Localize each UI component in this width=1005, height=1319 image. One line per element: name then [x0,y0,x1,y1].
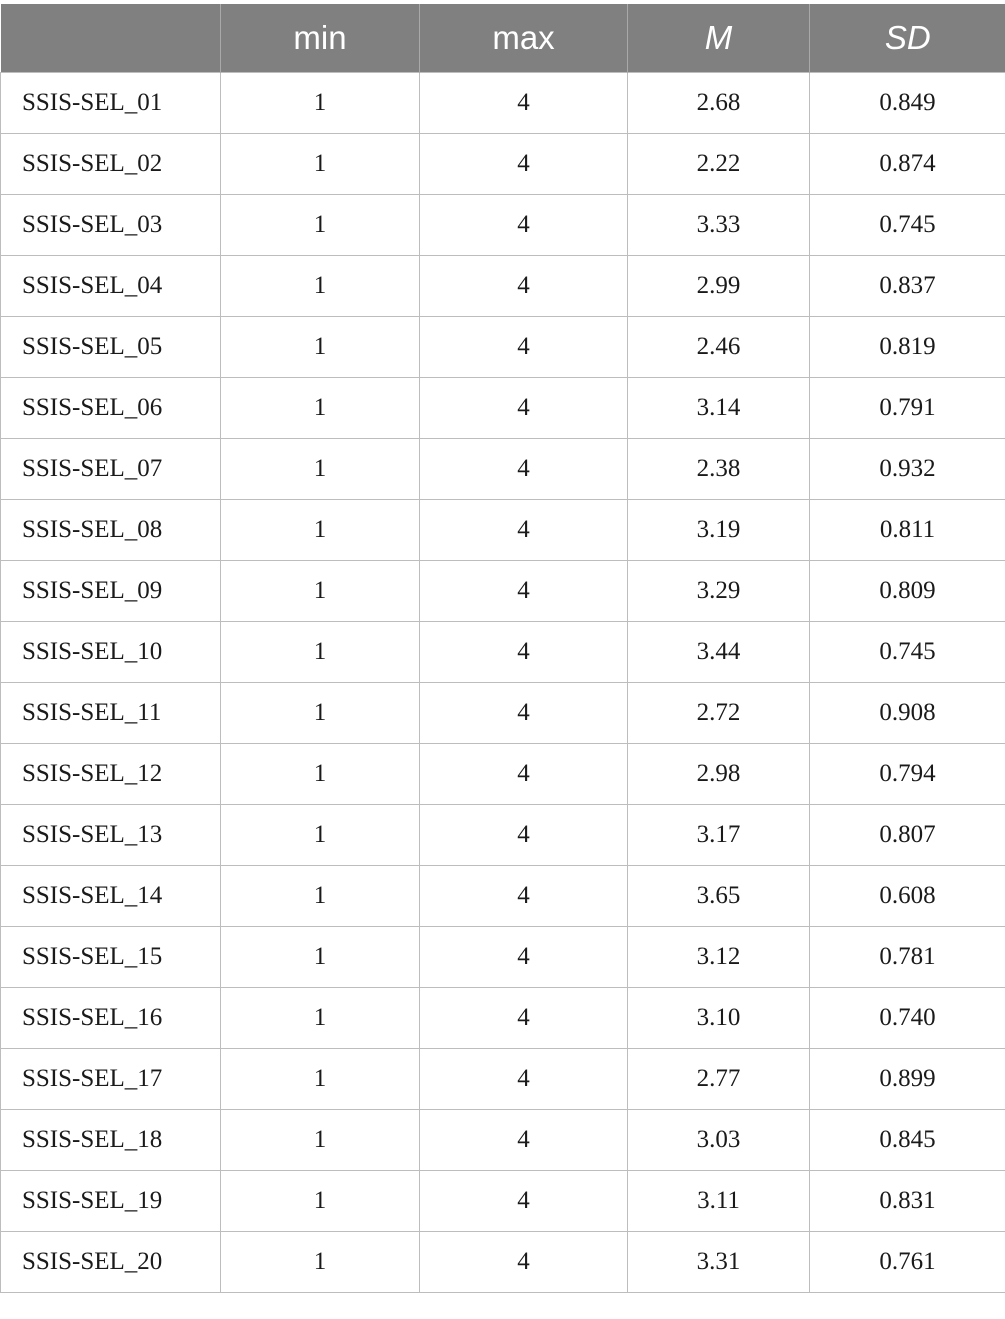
table-row [1,683,1005,744]
sd-cell: 0.608 [810,866,1005,927]
min-cell: 1 [221,561,420,622]
item-label-cell: SSIS-SEL_04 [1,256,221,317]
sd-cell: 0.745 [810,622,1005,683]
max-cell: 4 [420,866,628,927]
min-cell: 1 [221,195,420,256]
max-cell: 4 [420,927,628,988]
min-cell: 1 [221,805,420,866]
item-label-cell: SSIS-SEL_20 [1,1232,221,1293]
header-cell-max: max [420,4,628,73]
mean-cell: 3.11 [628,1171,810,1232]
min-cell: 1 [221,866,420,927]
header-cell-mean: M [628,4,810,73]
sd-cell: 0.849 [810,73,1005,134]
table-row [1,73,1005,134]
table-row [1,1171,1005,1232]
sd-cell: 0.781 [810,927,1005,988]
max-cell: 4 [420,805,628,866]
min-cell: 1 [221,927,420,988]
max-cell: 4 [420,1049,628,1110]
max-cell: 4 [420,988,628,1049]
sd-cell: 0.899 [810,1049,1005,1110]
table-row [1,256,1005,317]
max-cell: 4 [420,500,628,561]
table-row [1,1049,1005,1110]
table-row [1,378,1005,439]
min-cell: 1 [221,1232,420,1293]
mean-cell: 2.46 [628,317,810,378]
header-row [1,4,1005,73]
min-cell: 1 [221,744,420,805]
sd-cell: 0.932 [810,439,1005,500]
table-row [1,805,1005,866]
sd-cell: 0.831 [810,1171,1005,1232]
max-cell: 4 [420,744,628,805]
table-header [1,4,1005,73]
item-label-cell: SSIS-SEL_08 [1,500,221,561]
max-cell: 4 [420,683,628,744]
item-label-cell: SSIS-SEL_07 [1,439,221,500]
item-label-cell: SSIS-SEL_01 [1,73,221,134]
header-cell-item [1,4,221,73]
min-cell: 1 [221,500,420,561]
min-cell: 1 [221,1110,420,1171]
item-label-cell: SSIS-SEL_13 [1,805,221,866]
item-label-cell: SSIS-SEL_06 [1,378,221,439]
item-label-cell: SSIS-SEL_05 [1,317,221,378]
max-cell: 4 [420,256,628,317]
header-cell-sd: SD [810,4,1005,73]
mean-cell: 2.99 [628,256,810,317]
table-row [1,866,1005,927]
sd-cell: 0.791 [810,378,1005,439]
item-label-cell: SSIS-SEL_09 [1,561,221,622]
mean-cell: 3.29 [628,561,810,622]
max-cell: 4 [420,73,628,134]
min-cell: 1 [221,256,420,317]
table-row [1,134,1005,195]
item-label-cell: SSIS-SEL_15 [1,927,221,988]
sd-cell: 0.811 [810,500,1005,561]
table-row [1,622,1005,683]
mean-cell: 2.77 [628,1049,810,1110]
sd-cell: 0.874 [810,134,1005,195]
item-label-cell: SSIS-SEL_12 [1,744,221,805]
item-label-cell: SSIS-SEL_18 [1,1110,221,1171]
max-cell: 4 [420,134,628,195]
sd-cell: 0.837 [810,256,1005,317]
mean-cell: 3.12 [628,927,810,988]
min-cell: 1 [221,73,420,134]
sd-cell: 0.819 [810,317,1005,378]
table-row [1,927,1005,988]
min-cell: 1 [221,988,420,1049]
min-cell: 1 [221,683,420,744]
table-row [1,988,1005,1049]
min-cell: 1 [221,1171,420,1232]
sd-cell: 0.845 [810,1110,1005,1171]
item-label-cell: SSIS-SEL_11 [1,683,221,744]
sd-cell: 0.745 [810,195,1005,256]
mean-cell: 3.19 [628,500,810,561]
mean-cell: 2.98 [628,744,810,805]
item-label-cell: SSIS-SEL_10 [1,622,221,683]
min-cell: 1 [221,378,420,439]
max-cell: 4 [420,622,628,683]
mean-cell: 2.68 [628,73,810,134]
item-label-cell: SSIS-SEL_17 [1,1049,221,1110]
item-label-cell: SSIS-SEL_03 [1,195,221,256]
sd-cell: 0.761 [810,1232,1005,1293]
mean-cell: 2.72 [628,683,810,744]
mean-cell: 3.17 [628,805,810,866]
mean-cell: 3.31 [628,1232,810,1293]
sd-cell: 0.809 [810,561,1005,622]
table-row [1,1110,1005,1171]
mean-cell: 3.44 [628,622,810,683]
mean-cell: 2.38 [628,439,810,500]
item-label-cell: SSIS-SEL_14 [1,866,221,927]
table-row [1,744,1005,805]
sd-cell: 0.794 [810,744,1005,805]
table-body [1,73,1005,1293]
max-cell: 4 [420,317,628,378]
item-label-cell: SSIS-SEL_16 [1,988,221,1049]
min-cell: 1 [221,134,420,195]
table-row [1,439,1005,500]
table-row [1,1232,1005,1293]
min-cell: 1 [221,1049,420,1110]
min-cell: 1 [221,317,420,378]
min-cell: 1 [221,622,420,683]
sd-cell: 0.740 [810,988,1005,1049]
item-label-cell: SSIS-SEL_19 [1,1171,221,1232]
min-cell: 1 [221,439,420,500]
max-cell: 4 [420,1110,628,1171]
mean-cell: 3.14 [628,378,810,439]
max-cell: 4 [420,378,628,439]
mean-cell: 3.03 [628,1110,810,1171]
max-cell: 4 [420,561,628,622]
item-label-cell: SSIS-SEL_02 [1,134,221,195]
max-cell: 4 [420,195,628,256]
header-cell-min: min [221,4,420,73]
mean-cell: 3.33 [628,195,810,256]
table-row [1,561,1005,622]
mean-cell: 3.10 [628,988,810,1049]
mean-cell: 3.65 [628,866,810,927]
max-cell: 4 [420,1171,628,1232]
table-row [1,500,1005,561]
mean-cell: 2.22 [628,134,810,195]
table-row [1,317,1005,378]
sd-cell: 0.908 [810,683,1005,744]
max-cell: 4 [420,439,628,500]
descriptive-statistics-table [0,4,1005,1293]
sd-cell: 0.807 [810,805,1005,866]
table-row [1,195,1005,256]
max-cell: 4 [420,1232,628,1293]
